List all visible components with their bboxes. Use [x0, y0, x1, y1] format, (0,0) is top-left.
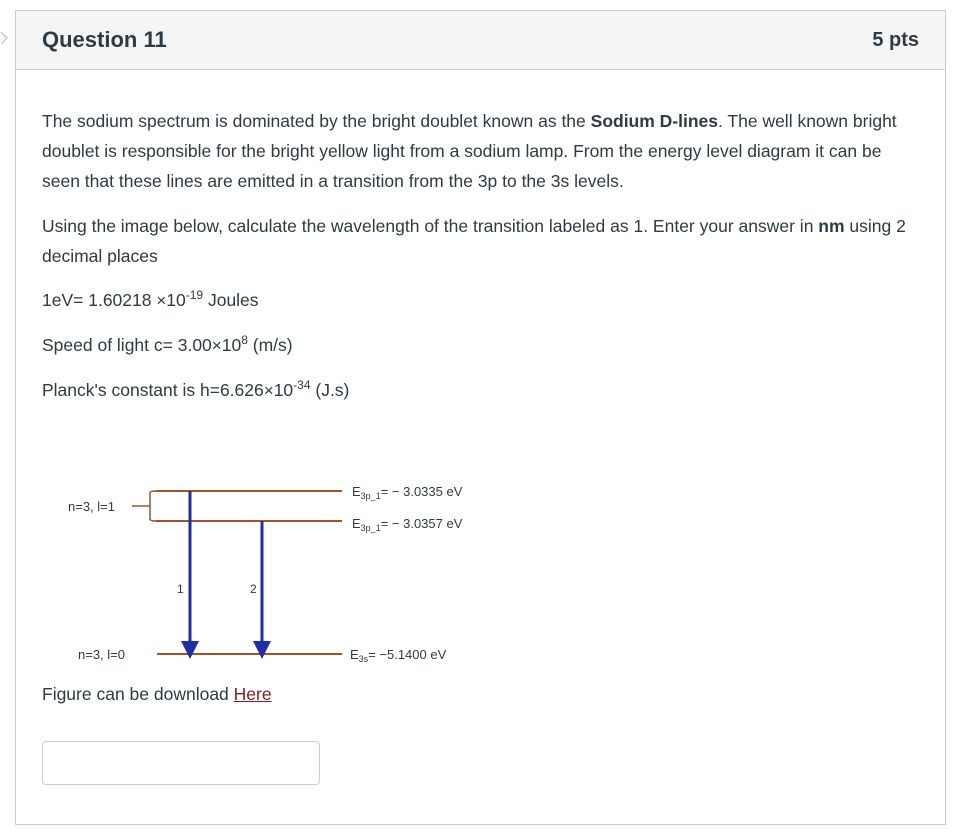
question-title: Question 11	[42, 27, 167, 52]
figure-download-text: Figure can be download Here	[42, 684, 272, 704]
answer-input[interactable]	[42, 741, 320, 785]
figure-download-link[interactable]: Here	[233, 684, 272, 704]
level-3-energy: $E_{3s}= -5.1400$ eV	[350, 647, 447, 664]
level-2-energy: $E_{3p\_1}= - 3.0357$ eV	[352, 516, 463, 533]
question-header	[16, 11, 945, 70]
transition-2-label: 2	[250, 582, 257, 596]
unit-nm-bold: nm	[818, 216, 845, 236]
collapse-arrow-icon	[0, 30, 10, 46]
question-points: 5 pts	[872, 28, 919, 51]
transition-1-label: 1	[177, 582, 184, 596]
level-1-energy: $E_{3p\_1}= - 3.0335$ eV	[352, 484, 463, 501]
lower-state-label: n=3, l=0	[78, 647, 125, 662]
upper-state-label: n=3, l=1	[68, 499, 115, 514]
intro-paragraph: The sodium spectrum is dominated by the bright doublet known as the Sodium D-lines. The well known bright doublet is responsible for the bright yellow light from a sodium lamp. From the energy level diagram it can be seen that these lines are emitted in a transition from the 3p to the 3s levels.	[42, 111, 897, 191]
planck-constant: Planck's constant is $h=6.626\times 10^{-34}$ (J.s)	[42, 378, 350, 400]
doublet-bracket	[142, 491, 156, 521]
energy-level-diagram	[42, 466, 502, 666]
ev-conversion: $1eV= 1.60218 \times 10^{-19}$ Joules	[42, 288, 259, 310]
instruction-paragraph: Using the image below, calculate the wavelength of the transition labeled as 1. Enter your answer in nm using 2 decimal places	[42, 216, 906, 266]
question-card	[15, 10, 946, 825]
sodium-d-lines-bold: Sodium D-lines	[590, 111, 719, 131]
speed-of-light: Speed of light $c= 3.00\times 10^8$ (m/s)	[42, 333, 293, 355]
